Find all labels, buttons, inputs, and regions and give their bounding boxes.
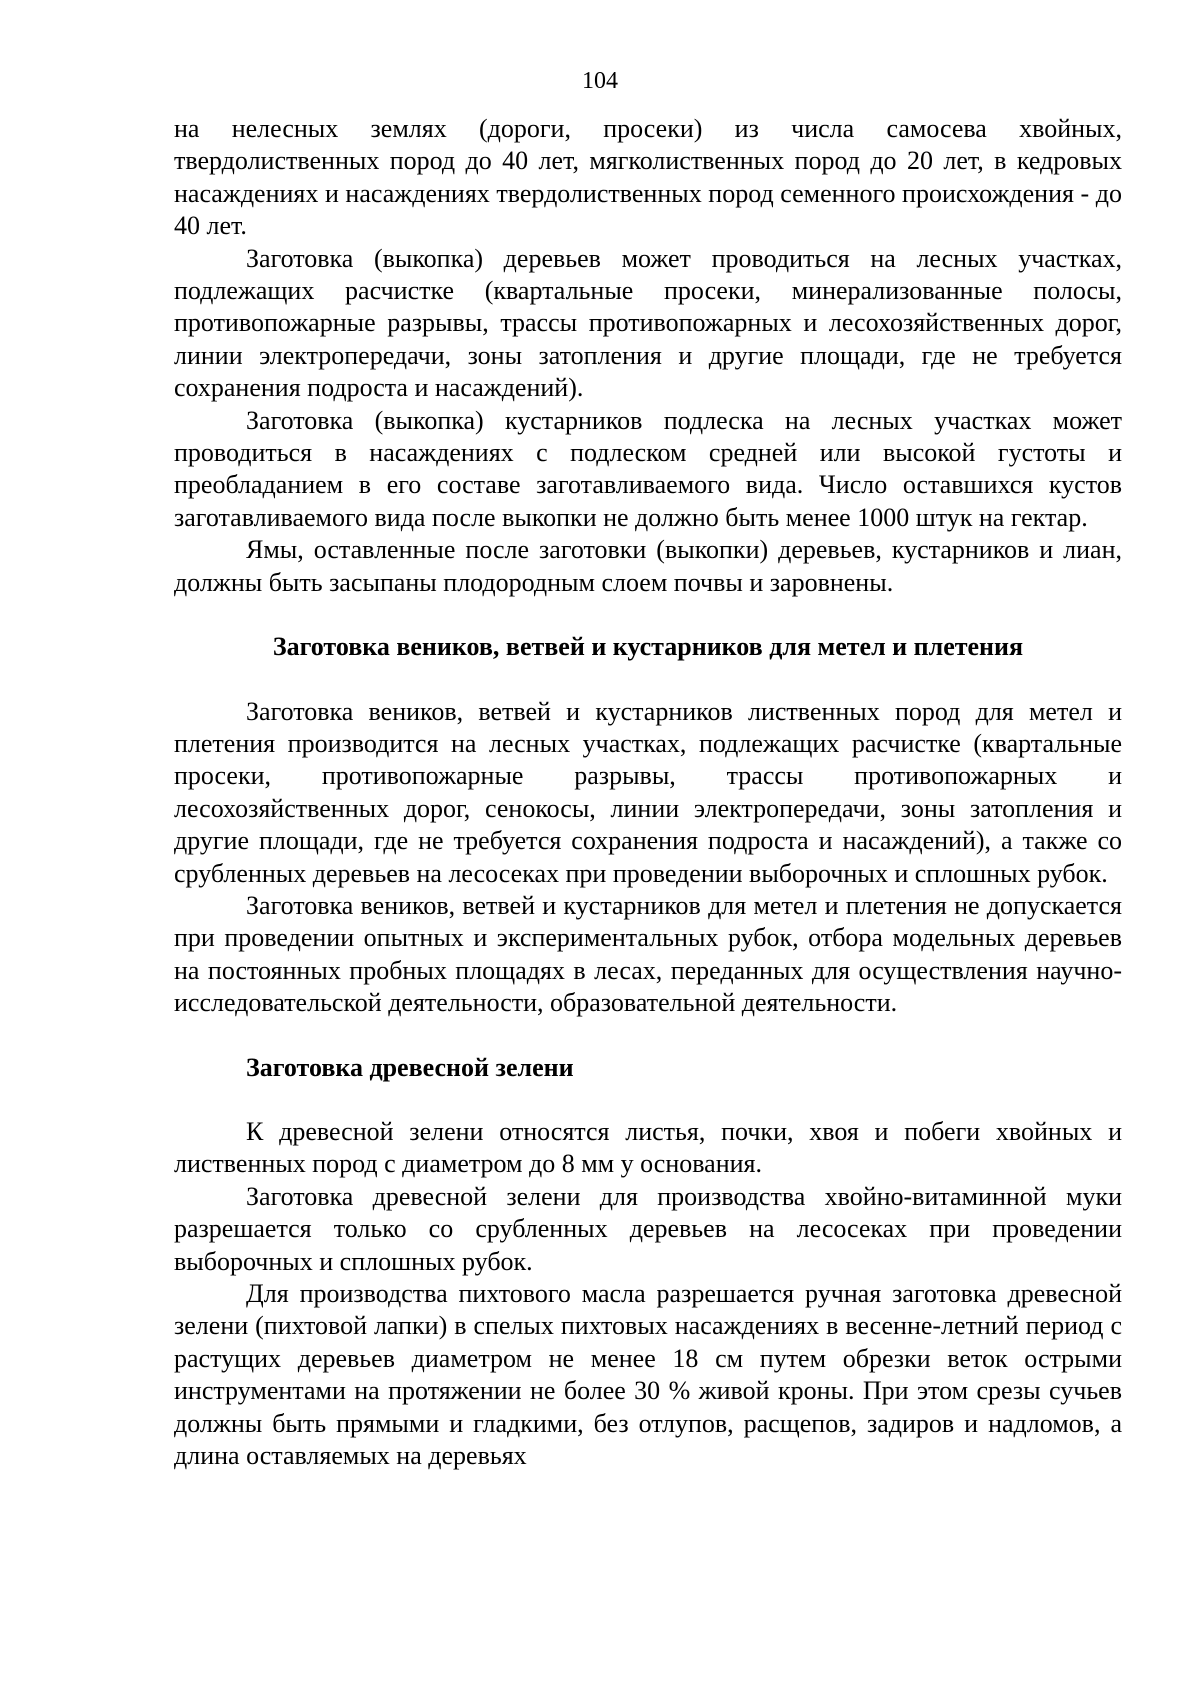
paragraph-shrub-digging: Заготовка (выкопка) кустарников подлеска на лесных участках может проводиться в насаждениях с подлеском средней или высокой густоты и преобладанием в его составе заготавливаемого вида. Число оставшихся кустов заготавливаемого вида после выкопки не должно быть менее 1000 штук на гектар. [174,405,1122,532]
paragraph-continuation: на нелесных землях (дороги, просеки) из числа самосева хвойных, твердолиственных пород до 40 лет, мягколиственных пород до 20 лет, в кедровых насаждениях и насаждениях твердолиственных пород семенного происхождения - до 40 лет. [174,114,1122,241]
document-body [174,113,1122,1472]
heading-brooms: Заготовка веников, ветвей и кустарников для метел и плетения [272,632,1024,662]
section-brooms [174,696,1122,1020]
paragraph-pits: Ямы, оставленные после заготовки (выкопки) деревьев, кустарников и лиан, должны быть засыпаны плодородным слоем почвы и заровнены. [174,535,1122,597]
heading-greenery: Заготовка древесной зелени [246,1052,574,1082]
paragraph-brooms-allowed: Заготовка веников, ветвей и кустарников лиственных пород для метел и плетения производится на лесных участках, подлежащих расчистке (квартальные просеки, противопожарные разрывы, трассы противопожарных и лесохозяйственных дорог, сенокосы, линии электропередачи, зоны затопления и другие площади, где не требуется сохранения подроста и насаждений), а также со срубленных деревьев на лесосеках при проведении выборочных и сплошных рубок. [174,696,1122,888]
section-greenery [174,1116,1122,1472]
paragraph-brooms-prohibited: Заготовка веников, ветвей и кустарников для метел и плетения не допускается при проведении опытных и экспериментальных рубок, отбора модельных деревьев на постоянных пробных площадях в лесах, переданных для осуществления научно-исследовательской деятельности, образовательной деятельности. [174,890,1122,1018]
paragraph-fir-oil: Для производства пихтового масла разрешается ручная заготовка древесной зелени (пихтовой лапки) в спелых пихтовых насаждениях в весенне-летний период с растущих деревьев диаметром не менее 18 см путем обрезки веток острыми инструментами на протяжении не более 30 % живой кроны. При этом срезы сучьев должны быть прямыми и гладкими, без отлупов, расщепов, задиров и надломов, а длина оставляемых на деревьях [174,1279,1122,1471]
page-number: 104 [582,68,618,94]
paragraph-greenery-definition: К древесной зелени относятся листья, почки, хвоя и побеги хвойных и лиственных пород с диаметром до 8 мм у основания. [174,1116,1122,1179]
section-intro [174,113,1122,599]
paragraph-tree-digging: Заготовка (выкопка) деревьев может проводиться на лесных участках, подлежащих расчистке (квартальные просеки, минерализованные полосы, противопожарные разрывы, трассы противопожарных и лесохозяйственных дорог, линии электропередачи, зоны затопления и другие площади, где не требуется сохранения подроста и насаждений). [174,243,1122,403]
paragraph-greenery-flour: Заготовка древесной зелени для производства хвойно-витаминной муки разрешается только со срубленных деревьев на лесосеках при проведении выборочных и сплошных рубок. [174,1181,1122,1276]
